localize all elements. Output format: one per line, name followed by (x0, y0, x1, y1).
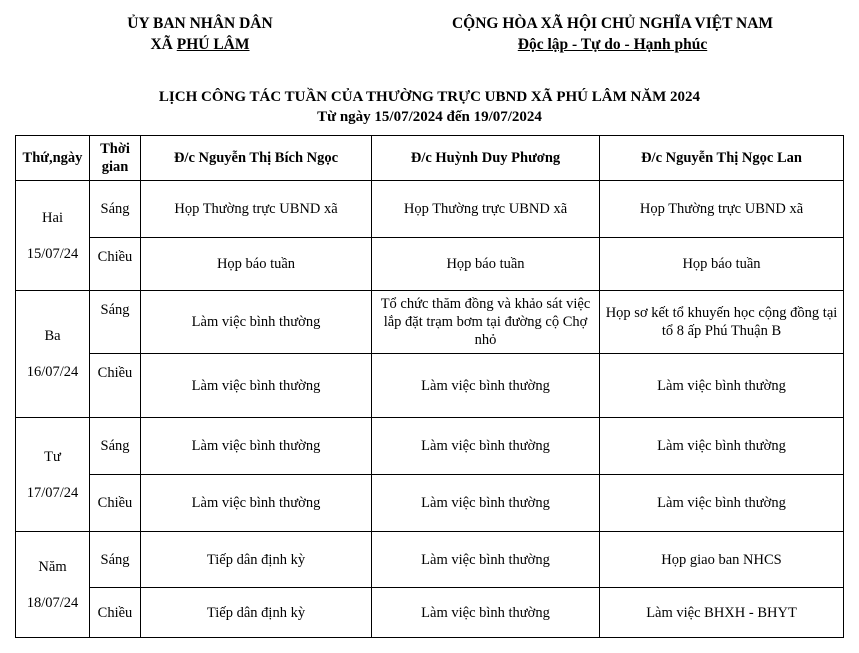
day-cell (16, 181, 90, 291)
commune-name (95, 34, 305, 55)
schedule-cell: Làm việc bình thường (600, 354, 844, 418)
agency-header (95, 13, 305, 55)
schedule-cell: Họp Thường trực UBND xã (600, 181, 844, 238)
day-cell (16, 418, 90, 532)
schedule-cell: Họp sơ kết tổ khuyến học cộng đồng tại tổ 8 ấp Phú Thuận B (600, 291, 844, 354)
schedule-cell: Làm việc bình thường (372, 532, 600, 588)
day-name: Hai (42, 209, 63, 226)
schedule-cell: Làm việc bình thường (372, 354, 600, 418)
national-title: CỘNG HÒA XÃ HỘI CHỦ NGHĨA VIỆT NAM (451, 15, 774, 32)
table-row (16, 532, 844, 588)
schedule-cell: Họp báo tuần (372, 238, 600, 291)
schedule-cell: Họp giao ban NHCS (600, 532, 844, 588)
day-cell (16, 532, 90, 638)
schedule-cell: Làm việc bình thường (141, 475, 372, 532)
table-row (16, 475, 844, 532)
day-name: Ba (44, 328, 61, 344)
table-row (16, 418, 844, 475)
national-motto: Độc lập - Tự do - Hạnh phúc (517, 36, 708, 53)
day-name: Năm (38, 558, 67, 575)
schedule-cell: Tiếp dân định kỳ (141, 532, 372, 588)
schedule-cell: Làm việc bình thường (141, 418, 372, 475)
schedule-cell: Làm việc bình thường (372, 588, 600, 638)
document-title: LỊCH CÔNG TÁC TUẦN CỦA THƯỜNG TRỰC UBND XÃ PHÚ LÂM NĂM 2024 (158, 89, 701, 105)
schedule-cell: Làm việc bình thường (600, 418, 844, 475)
day-date: 15/07/24 (26, 245, 79, 262)
day-date: 17/07/24 (26, 484, 79, 501)
commune-prefix: XÃ (150, 36, 177, 53)
header-person-2: Đ/c Huỳnh Duy Phương (372, 136, 600, 181)
schedule-cell: Làm việc bình thường (141, 354, 372, 418)
schedule-cell: Làm việc bình thường (141, 291, 372, 354)
time-cell: Sáng (90, 291, 141, 354)
time-cell: Sáng (90, 532, 141, 588)
schedule-cell: Làm việc BHXH - BHYT (600, 588, 844, 638)
day-cell (16, 291, 90, 418)
header-day: Thứ,ngày (16, 136, 90, 181)
agency-name: ỦY BAN NHÂN DÂN (127, 15, 273, 32)
header-person-3: Đ/c Nguyễn Thị Ngọc Lan (600, 136, 844, 181)
time-cell: Sáng (90, 418, 141, 475)
document-title-block (0, 87, 859, 127)
document-subtitle: Từ ngày 15/07/2024 đến 19/07/2024 (317, 109, 542, 125)
table-row (16, 588, 844, 638)
schedule-cell: Họp báo tuần (600, 238, 844, 291)
schedule-cell: Tiếp dân định kỳ (141, 588, 372, 638)
schedule-cell: Làm việc bình thường (600, 475, 844, 532)
national-header (425, 13, 800, 55)
table-header-row (16, 136, 844, 181)
time-cell: Chiều (90, 354, 141, 418)
header-person-1: Đ/c Nguyễn Thị Bích Ngọc (141, 136, 372, 181)
schedule-table (15, 135, 844, 638)
schedule-cell: Họp báo tuần (141, 238, 372, 291)
time-cell: Chiều (90, 588, 141, 638)
day-date: 18/07/24 (26, 594, 79, 611)
table-row (16, 181, 844, 238)
schedule-cell: Tổ chức thăm đồng và khảo sát việc lắp đặt trạm bơm tại đường cộ Chợ nhỏ (372, 291, 600, 354)
table-row (16, 238, 844, 291)
time-cell: Chiều (90, 475, 141, 532)
schedule-cell: Làm việc bình thường (372, 475, 600, 532)
table-row (16, 291, 844, 354)
table-row (16, 354, 844, 418)
schedule-cell: Làm việc bình thường (372, 418, 600, 475)
schedule-cell: Họp Thường trực UBND xã (141, 181, 372, 238)
header-time: Thời gian (90, 136, 141, 181)
day-name: Tư (44, 448, 61, 465)
schedule-cell: Họp Thường trực UBND xã (372, 181, 600, 238)
day-date: 16/07/24 (26, 364, 79, 380)
commune-name-underlined: PHÚ LÂM (176, 36, 250, 53)
time-cell: Chiều (90, 238, 141, 291)
time-cell: Sáng (90, 181, 141, 238)
